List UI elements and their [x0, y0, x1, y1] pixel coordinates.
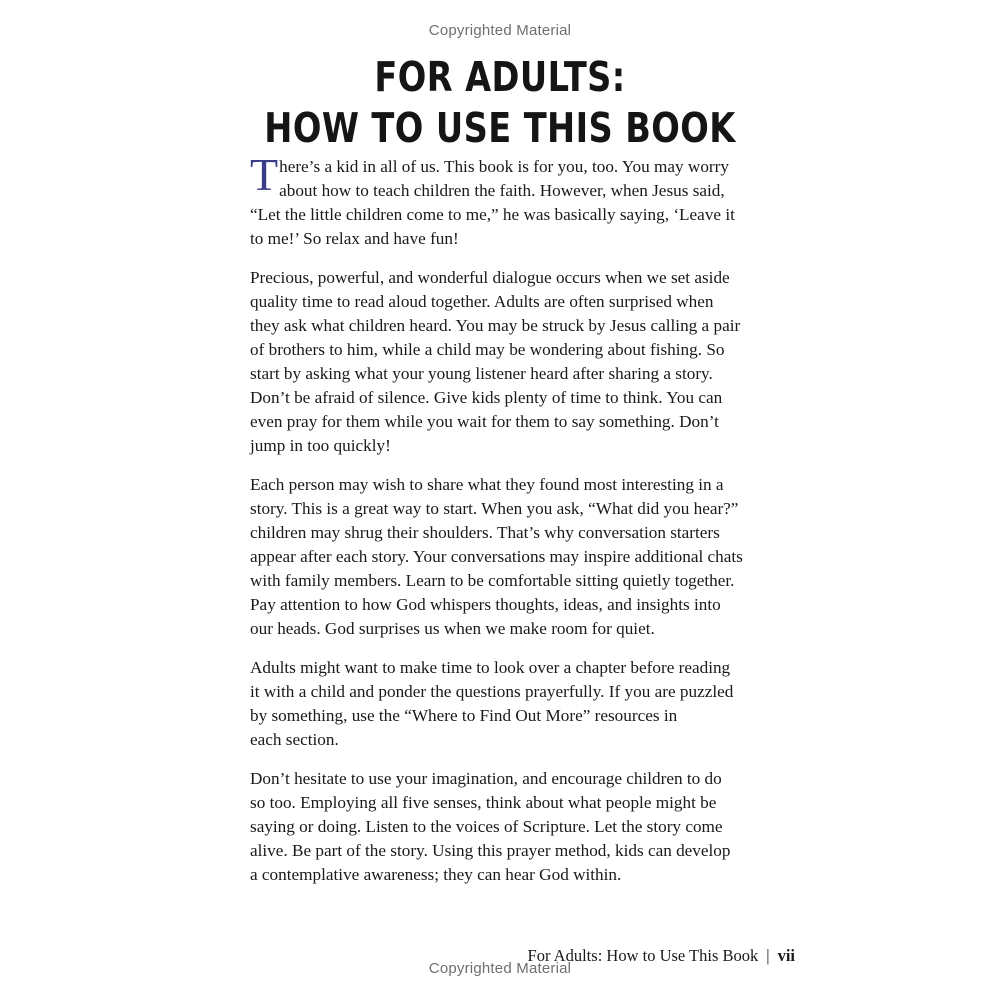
paragraph-line: children may shrug their shoulders. That’s why conversation starters [250, 523, 720, 542]
footer-separator: | [766, 946, 770, 965]
paragraph-line: quality time to read aloud together. Adults are often surprised when [250, 292, 714, 311]
paragraph-line: appear after each story. Your conversations may inspire additional chats [250, 547, 743, 566]
page-title-line-1: FOR ADULTS: [374, 53, 626, 101]
copyright-watermark-top: Copyrighted Material [428, 22, 572, 39]
paragraph-2 [250, 266, 785, 458]
paragraph-line: they ask what children heard. You may be struck by Jesus calling a pair [250, 316, 741, 335]
paragraph-line: Precious, powerful, and wonderful dialogue occurs when we set aside [250, 268, 730, 287]
paragraph-line: by something, use the “Where to Find Out More” resources in [250, 706, 678, 725]
paragraph-line: Don’t hesitate to use your imagination, and encourage children to do [250, 769, 722, 788]
paragraph-line: a contemplative awareness; they can hear God within. [250, 865, 622, 884]
paragraph-line: alive. Be part of the story. Using this prayer method, kids can develop [250, 841, 731, 860]
running-head: For Adults: How to Use This Book [527, 946, 759, 965]
paragraph-line: Don’t be afraid of silence. Give kids plenty of time to think. You can [250, 388, 723, 407]
paragraph-line: Adults might want to make time to look over a chapter before reading [250, 658, 731, 677]
paragraph-line: with family members. Learn to be comfortable sitting quietly together. [250, 571, 735, 590]
paragraph-line: “Let the little children come to me,” he was basically saying, ‘Leave it [250, 205, 735, 224]
page-number: vii [777, 946, 795, 965]
body-text [250, 149, 785, 902]
paragraph-line: of brothers to him, while a child may be wondering about fishing. So [250, 340, 725, 359]
drop-cap: T [250, 149, 279, 200]
paragraph-4 [250, 656, 785, 752]
paragraph-line: it with a child and ponder the questions prayerfully. If you are puzzled [250, 682, 734, 701]
page-title [90, 52, 910, 154]
paragraph-line: start by asking what your young listener heard after sharing a story. [250, 364, 713, 383]
page-title-line-2: HOW TO USE THIS BOOK [264, 104, 736, 152]
paragraph-line: to me!’ So relax and have fun! [250, 229, 459, 248]
copyright-watermark-bottom: Copyrighted Material [428, 960, 572, 977]
paragraph-line: so too. Employing all five senses, think about what people might be [250, 793, 717, 812]
paragraph-line: Each person may wish to share what they found most interesting in a [250, 475, 724, 494]
paragraph-line: here’s a kid in all of us. This book is for you, too. You may worry [279, 157, 729, 176]
paragraph-line: saying or doing. Listen to the voices of Scripture. Let the story come [250, 817, 723, 836]
paragraph-3 [250, 473, 785, 641]
paragraph-line: our heads. God surprises us when we make room for quiet. [250, 619, 655, 638]
paragraph-line: story. This is a great way to start. When you ask, “What did you hear?” [250, 499, 739, 518]
paragraph-line: jump in too quickly! [250, 436, 391, 455]
paragraph-line: each section. [250, 730, 339, 749]
paragraph-line: Pay attention to how God whispers thoughts, ideas, and insights into [250, 595, 721, 614]
paragraph-line: even pray for them while you wait for them to say something. Don’t [250, 412, 719, 431]
paragraph-line: about how to teach children the faith. However, when Jesus said, [279, 181, 725, 200]
paragraph-5 [250, 767, 785, 887]
paragraph-1 [250, 149, 785, 251]
